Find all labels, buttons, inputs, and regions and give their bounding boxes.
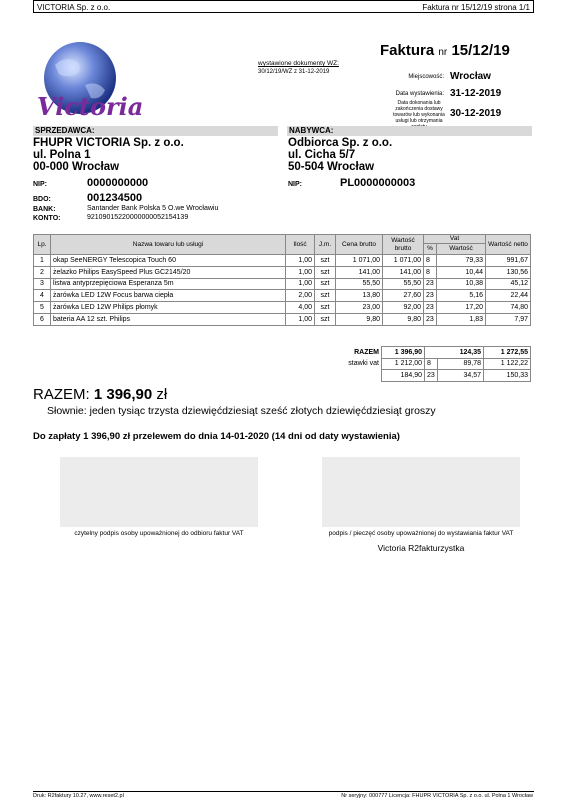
cell-lp: 2 xyxy=(34,266,51,278)
cell-price: 1 071,00 xyxy=(336,255,383,267)
cell-price: 9,80 xyxy=(336,313,383,325)
buyer-nip-label: NIP: xyxy=(288,181,302,188)
cell-vat: 5,16 xyxy=(437,290,486,302)
col-vat-pct: % xyxy=(424,244,437,255)
summary-total-gross: 1 396,90 xyxy=(382,347,425,359)
cell-pct: 8 xyxy=(424,266,437,278)
rate-net: 1 122,22 xyxy=(484,358,531,370)
rate-gross: 184,90 xyxy=(382,370,425,382)
buyer-street: ul. Cicha 5/7 xyxy=(288,149,356,161)
issuer-name: Victoria R2fakturzystka xyxy=(377,543,465,553)
header-doc-ref: Faktura nr 15/12/19 strona 1/1 xyxy=(422,3,530,12)
cell-name: żelazko Philips EasySpeed Plus GC2145/20 xyxy=(51,266,286,278)
receiver-signature-box xyxy=(60,457,258,527)
seller-nip: 0000000000 xyxy=(87,177,149,189)
logo-text: Victoria xyxy=(37,92,144,121)
table-row xyxy=(34,313,531,325)
cell-vat: 17,20 xyxy=(437,302,486,314)
col-unit: J.m. xyxy=(315,235,336,255)
cell-qty: 1,00 xyxy=(286,255,315,267)
col-vat: Vat xyxy=(424,235,486,244)
col-net: Wartość netto xyxy=(486,235,531,255)
summary-total-net: 1 272,55 xyxy=(484,347,531,359)
cell-price: 141,00 xyxy=(336,266,383,278)
seller-nip-label: NIP: xyxy=(33,181,47,188)
cell-pct: 23 xyxy=(424,290,437,302)
table-row xyxy=(34,255,531,267)
cell-unit: szt xyxy=(315,313,336,325)
cell-lp: 1 xyxy=(34,255,51,267)
col-name: Nazwa towaru lub usługi xyxy=(51,235,286,255)
cell-lp: 3 xyxy=(34,278,51,290)
cell-pct: 23 xyxy=(424,278,437,290)
col-vat-val: Wartość xyxy=(437,244,486,255)
cell-lp: 6 xyxy=(34,313,51,325)
payment-terms: Do zapłaty 1 396,90 zł przelewem do dnia 14-01-2020 (14 dni od daty wystawienia) xyxy=(33,431,400,442)
rate-pct: 23 xyxy=(425,370,438,382)
table-row xyxy=(34,302,531,314)
summary-total-label: RAZEM xyxy=(354,348,379,356)
summary-rates-label: stawki vat xyxy=(348,360,379,368)
cell-name: listwa antyprzepięciowa Esperanza 5m xyxy=(51,278,286,290)
cell-vat: 10,44 xyxy=(437,266,486,278)
cell-vat: 1,83 xyxy=(437,313,486,325)
issued-docs-value: 30/12/19/WZ z 31-12-2019 xyxy=(258,69,330,75)
cell-name: okap SeeNERGY Telescopica Touch 60 xyxy=(51,255,286,267)
cell-pct: 23 xyxy=(424,302,437,314)
buyer-label: NABYWCA: xyxy=(287,126,532,136)
grand-total-value: 1 396,90 xyxy=(93,386,153,403)
cell-gross: 55,50 xyxy=(383,278,424,290)
cell-net: 7,97 xyxy=(486,313,531,325)
seller-bank-label: BANK: xyxy=(33,206,56,213)
cell-unit: szt xyxy=(315,255,336,267)
buyer-nip: PL0000000003 xyxy=(340,177,416,189)
cell-net: 45,12 xyxy=(486,278,531,290)
cell-net: 991,67 xyxy=(486,255,531,267)
seller-account-label: KONTO: xyxy=(33,215,61,222)
issue-date-value: 31-12-2019 xyxy=(450,88,502,99)
cell-qty: 1,00 xyxy=(286,266,315,278)
buyer-city: 50-504 Wrocław xyxy=(288,161,375,173)
cell-unit: szt xyxy=(315,302,336,314)
cell-lp: 5 xyxy=(34,302,51,314)
seller-name: FHUPR VICTORIA Sp. z o.o. xyxy=(33,137,184,149)
cell-name: bateria AA 12 szt. Philips xyxy=(51,313,286,325)
issued-docs-label: wystawione dokumenty WZ: xyxy=(258,60,339,67)
summary-rate-row xyxy=(333,358,531,370)
company-logo xyxy=(35,40,144,124)
delivery-date-label: Data dokonania lub zakończenia dostawy towarów lub wykonania usługi lub otrzymania xyxy=(393,100,445,124)
invoice-title xyxy=(380,42,510,59)
footer-left: Druk: R2faktury 10.27, www.reset2.pl xyxy=(33,793,124,799)
cell-gross: 9,80 xyxy=(383,313,424,325)
cell-gross: 141,00 xyxy=(383,266,424,278)
header-company: VICTORIA Sp. z o.o. xyxy=(37,3,111,12)
grand-total-currency: zł xyxy=(156,386,168,403)
rate-vat: 34,57 xyxy=(438,370,484,382)
summary-table xyxy=(333,346,531,382)
cell-pct: 23 xyxy=(424,313,437,325)
receiver-signature-caption: czytelny podpis osoby upoważnionej do odbioru faktur VAT xyxy=(74,530,244,537)
cell-gross: 1 071,00 xyxy=(383,255,424,267)
place-label: Miejscowość: xyxy=(408,74,444,80)
words-value: jeden tysiąc trzysta dziewięćdziesiąt sześć złotych dziewięćdziesiąt groszy xyxy=(89,405,436,417)
cell-gross: 92,00 xyxy=(383,302,424,314)
col-qty: Ilość xyxy=(286,235,315,255)
cell-qty: 2,00 xyxy=(286,290,315,302)
rate-gross: 1 212,00 xyxy=(382,358,425,370)
cell-name: żarówka LED 12W Philips płomyk xyxy=(51,302,286,314)
cell-qty: 4,00 xyxy=(286,302,315,314)
seller-bdo-label: BDO: xyxy=(33,196,51,203)
cell-price: 55,50 xyxy=(336,278,383,290)
buyer-name: Odbiorca Sp. z o.o. xyxy=(288,137,393,149)
cell-qty: 1,00 xyxy=(286,278,315,290)
cell-unit: szt xyxy=(315,266,336,278)
issuer-signature-caption: podpis / pieczęć osoby upoważnionej do wystawiania faktur VAT xyxy=(328,530,514,537)
cell-price: 13,80 xyxy=(336,290,383,302)
rate-net: 150,33 xyxy=(484,370,531,382)
invoice-nr-label: nr xyxy=(438,47,448,58)
cell-net: 74,80 xyxy=(486,302,531,314)
col-price: Cena brutto xyxy=(336,235,383,255)
words-label: Słownie: xyxy=(47,405,87,417)
seller-city: 00-000 Wrocław xyxy=(33,161,120,173)
seller-street: ul. Polna 1 xyxy=(33,149,91,161)
cell-unit: szt xyxy=(315,290,336,302)
rate-pct: 8 xyxy=(425,358,438,370)
items-table xyxy=(33,234,531,326)
seller-bank: Santander Bank Polska 5 O.we Wrocławiu xyxy=(87,205,219,212)
cell-gross: 27,60 xyxy=(383,290,424,302)
col-lp: Lp. xyxy=(34,235,51,255)
cell-qty: 1,00 xyxy=(286,313,315,325)
issue-date-label: Data wystawienia: xyxy=(395,91,444,97)
footer-right: Nr seryjny: 000777 Licencja: FHUPR VICTORIA Sp. z o.o. ul. Polna 1 Wrocław xyxy=(341,793,533,799)
table-row xyxy=(34,266,531,278)
footer-divider xyxy=(33,791,534,792)
summary-total-vat: 124,35 xyxy=(425,347,484,359)
page-header xyxy=(33,0,534,13)
grand-total xyxy=(33,386,167,403)
items-body xyxy=(34,255,531,326)
cell-lp: 4 xyxy=(34,290,51,302)
seller-bdo: 001234500 xyxy=(87,192,143,204)
invoice-title-word: Faktura xyxy=(380,42,435,59)
cell-price: 23,00 xyxy=(336,302,383,314)
cell-pct: 8 xyxy=(424,255,437,267)
place-value: Wrocław xyxy=(450,71,491,82)
seller-label: SPRZEDAWCA: xyxy=(33,126,278,136)
grand-total-label: RAZEM: xyxy=(33,386,90,403)
seller-account: 92109015220000000052154139 xyxy=(87,214,189,221)
cell-name: żarówka LED 12W Focus barwa ciepła xyxy=(51,290,286,302)
delivery-date-value: 30-12-2019 xyxy=(450,108,502,119)
cell-vat: 79,33 xyxy=(437,255,486,267)
cell-unit: szt xyxy=(315,278,336,290)
cell-net: 130,56 xyxy=(486,266,531,278)
table-row xyxy=(34,278,531,290)
cell-net: 22,44 xyxy=(486,290,531,302)
cell-vat: 10,38 xyxy=(437,278,486,290)
summary-rate-row xyxy=(333,370,531,382)
summary-total-row xyxy=(333,347,531,359)
amount-in-words xyxy=(47,405,436,417)
issuer-signature-box xyxy=(322,457,520,527)
table-row xyxy=(34,290,531,302)
col-gross: Wartość brutto xyxy=(383,235,424,255)
rate-vat: 89,78 xyxy=(438,358,484,370)
invoice-number: 15/12/19 xyxy=(451,42,510,59)
